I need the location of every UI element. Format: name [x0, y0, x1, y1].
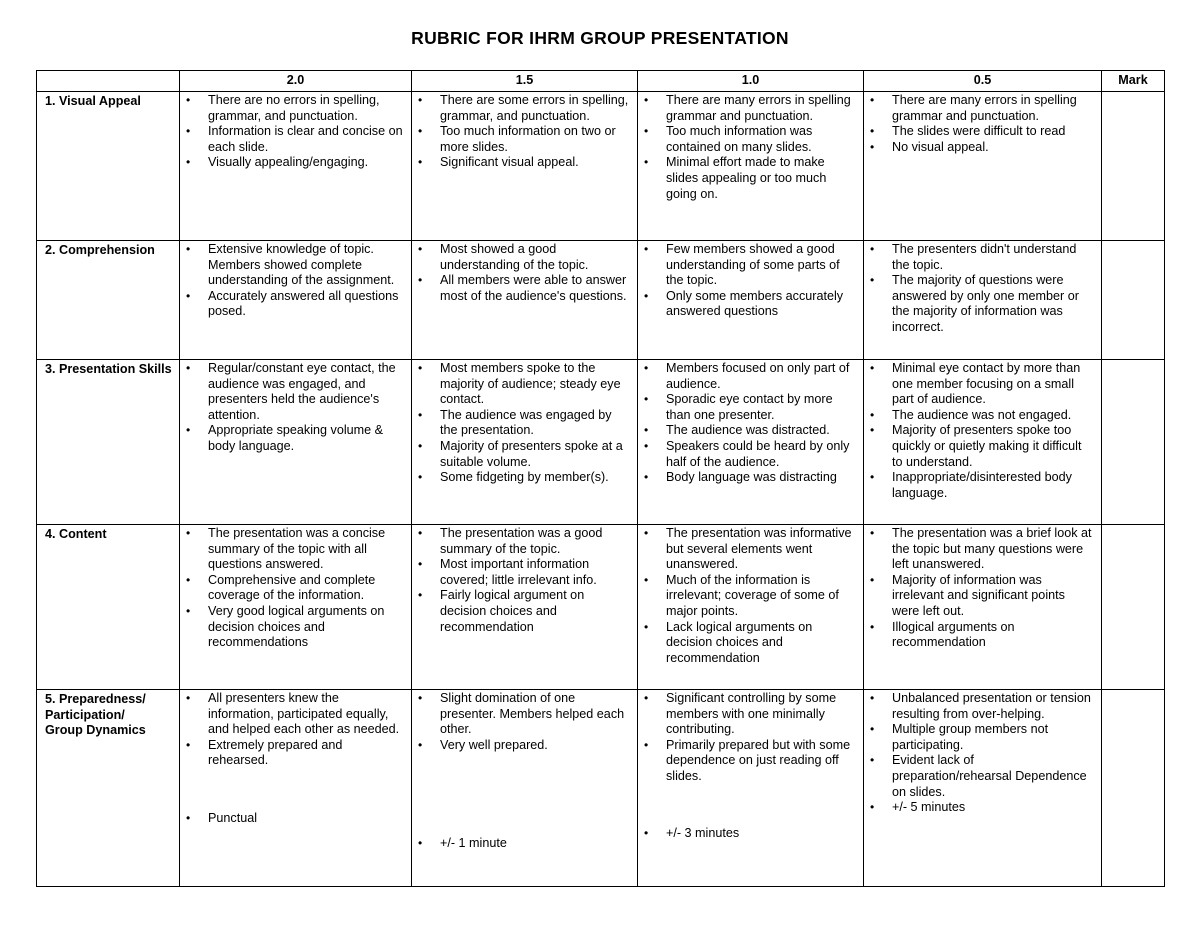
list-item: • Minimal effort made to make slides appealing or too much going on.: [644, 155, 855, 202]
list-item: • The presentation was informative but several elements went unanswered.: [644, 526, 855, 573]
list-item: • Much of the information is irrelevant; coverage of some of major points.: [644, 573, 855, 620]
criterion-presentation-skills: 3. Presentation Skills: [37, 360, 180, 525]
header-score-1-0: 1.0: [638, 71, 864, 92]
list-item: • Sporadic eye contact by more than one presenter.: [644, 392, 855, 423]
criterion-visual-appeal: 1. Visual Appeal: [37, 92, 180, 241]
header-score-2-0: 2.0: [180, 71, 412, 92]
list-item: • Inappropriate/disinterested body language.: [870, 470, 1093, 501]
list-item: • Slight domination of one presenter. Members helped each other.: [418, 691, 629, 738]
mark-cell[interactable]: [1102, 690, 1165, 887]
list-item: • Most members spoke to the majority of audience; steady eye contact.: [418, 361, 629, 408]
list-item: • Very well prepared.: [418, 738, 629, 754]
criterion-line: Participation/: [45, 707, 125, 722]
list-item: • There are many errors in spelling grammar and punctuation.: [870, 93, 1093, 124]
list-item: • +/- 3 minutes: [644, 826, 855, 842]
list-item: • Only some members accurately answered questions: [644, 289, 855, 320]
list-item: • Lack logical arguments on decision choices and recommendation: [644, 620, 855, 667]
criterion-preparedness: [37, 690, 180, 887]
mark-cell[interactable]: [1102, 525, 1165, 690]
list-item: • The audience was not engaged.: [870, 408, 1093, 424]
mark-cell[interactable]: [1102, 360, 1165, 525]
list-item: • There are many errors in spelling grammar and punctuation.: [644, 93, 855, 124]
cell-score-1-0: [638, 92, 864, 241]
list-item: • All members were able to answer most of the audience's questions.: [418, 273, 629, 304]
list-item: • Illogical arguments on recommendation: [870, 620, 1093, 651]
cell-score-1-5: [412, 525, 638, 690]
list-item: • Body language was distracting: [644, 470, 855, 486]
header-mark: Mark: [1102, 71, 1165, 92]
cell-score-1-0: [638, 525, 864, 690]
list-item: • Majority of presenters spoke too quickly or quietly making it difficult to understand.: [870, 423, 1093, 470]
cell-score-0-5: [864, 92, 1102, 241]
list-item: • Majority of presenters spoke at a suitable volume.: [418, 439, 629, 470]
cell-score-2-0: [180, 525, 412, 690]
page-title: RUBRIC FOR IHRM GROUP PRESENTATION: [411, 28, 789, 48]
list-item: • There are no errors in spelling, grammar, and punctuation.: [186, 93, 403, 124]
criterion-line: Group Dynamics: [45, 723, 146, 738]
cell-score-2-0: [180, 360, 412, 525]
criterion-comprehension: 2. Comprehension: [37, 241, 180, 360]
list-item: • Primarily prepared but with some dependence on just reading off slides.: [644, 738, 855, 785]
list-item: • Significant controlling by some members with one minimally contributing.: [644, 691, 855, 738]
criterion-line: 5. Preparedness/: [45, 692, 146, 706]
list-item: • The presentation was a good summary of the topic.: [418, 526, 629, 557]
mark-cell[interactable]: [1102, 241, 1165, 360]
criterion-content: 4. Content: [37, 525, 180, 690]
cell-score-0-5: [864, 690, 1102, 887]
table-row: [37, 360, 1165, 525]
list-item: • Fairly logical argument on decision choices and recommendation: [418, 588, 629, 635]
table-row: [37, 241, 1165, 360]
list-item: • The presenters didn't understand the topic.: [870, 242, 1093, 273]
list-item: • Too much information on two or more slides.: [418, 124, 629, 155]
table-row: [37, 92, 1165, 241]
header-criteria: [37, 71, 180, 92]
list-item: • +/- 1 minute: [418, 836, 629, 852]
header-score-1-5: 1.5: [412, 71, 638, 92]
table-row: [37, 690, 1165, 887]
list-item: • Minimal eye contact by more than one member focusing on a small part of audience.: [870, 361, 1093, 408]
cell-score-1-5: [412, 360, 638, 525]
cell-score-1-0: [638, 690, 864, 887]
list-item: • The presentation was a brief look at the topic but many questions were left unanswered.: [870, 526, 1093, 573]
list-item: • Some fidgeting by member(s).: [418, 470, 629, 486]
list-item: • The slides were difficult to read: [870, 124, 1093, 140]
list-item: • There are some errors in spelling, grammar, and punctuation.: [418, 93, 629, 124]
list-item: • The audience was distracted.: [644, 423, 855, 439]
cell-score-0-5: [864, 360, 1102, 525]
cell-score-1-5: [412, 690, 638, 887]
list-item: • All presenters knew the information, participated equally, and helped each other as needed.: [186, 691, 403, 738]
cell-score-1-0: [638, 241, 864, 360]
list-item: • Visually appealing/engaging.: [186, 155, 403, 171]
list-item: • The audience was engaged by the presentation.: [418, 408, 629, 439]
mark-cell[interactable]: [1102, 92, 1165, 241]
list-item: • Comprehensive and complete coverage of the information.: [186, 573, 403, 604]
list-item: • The majority of questions were answered by only one member or the majority of information was incorrect.: [870, 273, 1093, 335]
header-row: [37, 71, 1165, 92]
list-item: • Accurately answered all questions posed.: [186, 289, 403, 320]
cell-score-2-0: [180, 92, 412, 241]
list-item: • Evident lack of preparation/rehearsal Dependence on slides.: [870, 753, 1093, 800]
list-item: • Appropriate speaking volume & body language.: [186, 423, 403, 454]
list-item: • Very good logical arguments on decision choices and recommendations: [186, 604, 403, 651]
list-item: • Multiple group members not participating.: [870, 722, 1093, 753]
list-item: • Members focused on only part of audience.: [644, 361, 855, 392]
list-item: • Most important information covered; little irrelevant info.: [418, 557, 629, 588]
cell-score-1-5: [412, 241, 638, 360]
list-item: • Regular/constant eye contact, the audience was engaged, and presenters held the audience's attention.: [186, 361, 403, 423]
rubric-table: [36, 70, 1165, 887]
cell-score-2-0: [180, 241, 412, 360]
list-item: • Unbalanced presentation or tension resulting from over-helping.: [870, 691, 1093, 722]
list-item: • Most showed a good understanding of the topic.: [418, 242, 629, 273]
table-row: [37, 525, 1165, 690]
list-item: • Majority of information was irrelevant and significant points were left out.: [870, 573, 1093, 620]
list-item: • No visual appeal.: [870, 140, 1093, 156]
list-item: • Extremely prepared and rehearsed.: [186, 738, 403, 769]
cell-score-2-0: [180, 690, 412, 887]
cell-score-0-5: [864, 525, 1102, 690]
list-item: • +/- 5 minutes: [870, 800, 1093, 816]
header-score-0-5: 0.5: [864, 71, 1102, 92]
list-item: • Punctual: [186, 811, 403, 827]
list-item: • Significant visual appeal.: [418, 155, 629, 171]
list-item: • The presentation was a concise summary of the topic with all questions answered.: [186, 526, 403, 573]
list-item: • Extensive knowledge of topic. Members showed complete understanding of the assignment.: [186, 242, 403, 289]
cell-score-1-5: [412, 92, 638, 241]
list-item: • Too much information was contained on many slides.: [644, 124, 855, 155]
list-item: • Few members showed a good understanding of some parts of the topic.: [644, 242, 855, 289]
cell-score-1-0: [638, 360, 864, 525]
cell-score-0-5: [864, 241, 1102, 360]
list-item: • Information is clear and concise on each slide.: [186, 124, 403, 155]
list-item: • Speakers could be heard by only half of the audience.: [644, 439, 855, 470]
